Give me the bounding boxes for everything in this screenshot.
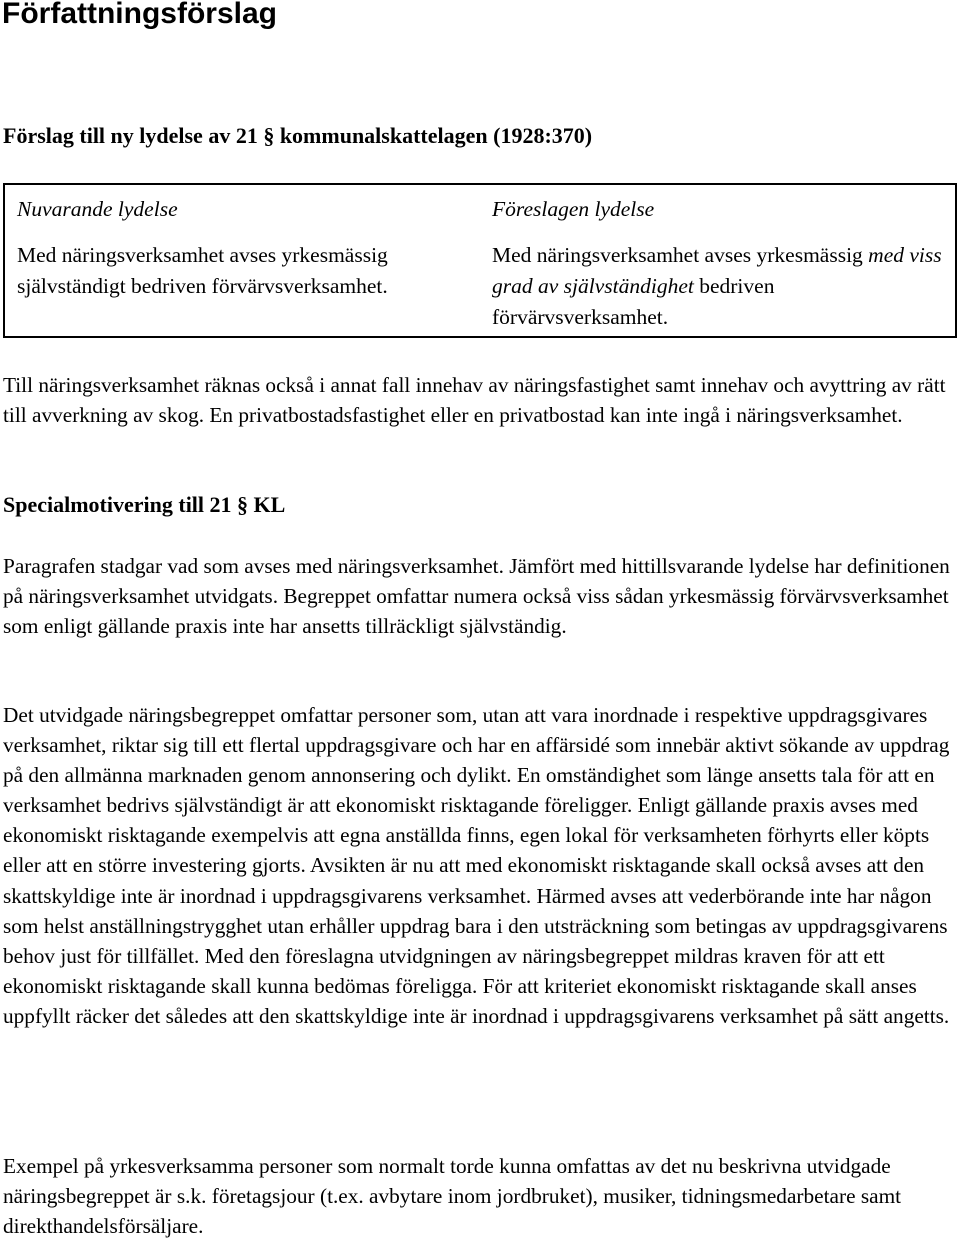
paragraph-3: Det utvidgade näringsbegreppet omfattar personer som, utan att vara inordnade i respektive uppdragsgivares verksamhet, riktar sig till ett flertal uppdragsgivare och har en affärsidé som innebär aktivt sökande av uppdrag på den allmänna marknaden genom annonsering och dylikt. En omständighet som länge ansetts tala för att en verksamhet bedrivs självständigt är att ekonomiskt risktagande föreligger. Enligt gällande praxis avses med ekonomiskt risktagande exempelvis att egna anställda finns, egen lokal för verksamheten förhyrts eller köpts eller att en större investering gjorts. Avsikten är nu att med ekonomiskt risktagande skall också avses att den skattskyldige inte är inordnad i uppdragsgivarens verksamhet. Härmed avses att vederbörande inte har någon som helst anställningstrygghet utan erhåller uppdrag bara i den utsträckning som betingas av uppdragsgivarens behov just för tillfället. Med den föreslagna utvidgningen av näringsbegreppet mildras kraven för att ett ekonomiskt risktagande skall kunna bedömas föreligga. För att kriteriet ekonomiskt risktagande skall anses uppfyllt räcker det således att den skattskyldige inte är inordnad i uppdragsgivarens verksamhet på sätt angetts. — [3, 703, 950, 1028]
proposed-wording-text — [492, 240, 945, 333]
current-wording-header: Nuvarande lydelse — [17, 197, 178, 221]
special-motivation-heading: Specialmotivering till 21 § KL — [3, 492, 286, 517]
current-wording-text: Med näringsverksamhet avses yrkesmässig självständigt bedriven förvärvsverksamhet. — [17, 243, 388, 298]
paragraph-1: Till näringsverksamhet räknas också i annat fall innehav av näringsfastighet samt innehav och avyttring av rätt till avverkning av skog. En privatbostadsfastighet eller en privatbostad kan inte ingå i näringsverksamhet. — [3, 373, 946, 428]
proposal-heading: Förslag till ny lydelse av 21 § kommunalskattelagen (1928:370) — [3, 123, 593, 148]
paragraph-2: Paragrafen stadgar vad som avses med näringsverksamhet. Jämfört med hittillsvarande lydelse har definitionen på näringsverksamhet utvidgats. Begreppet omfattar numera också viss sådan yrkesmässig förvärvsverksamhet som enligt gällande praxis inte har ansetts tillräckligt självständig. — [3, 554, 950, 639]
paragraph-4: Exempel på yrkesverksamma personer som normalt torde kunna omfattas av det nu beskrivna utvidgade näringsbegreppet är s.k. företagsjour (t.ex. avbytare inom jordbruket), musiker, tidningsmedarbetare samt direkthandelsförsäljare. — [3, 1154, 902, 1239]
proposed-wording-column — [480, 185, 955, 336]
current-wording-column — [5, 185, 480, 336]
proposed-text-start: Med näringsverksamhet avses yrkesmässig — [492, 243, 863, 267]
proposed-text-end: bedriven förvärvsverksamhet. — [492, 274, 775, 329]
proposed-text-italic: med viss grad av självständighet — [492, 243, 942, 298]
page-title: Författningsförslag — [2, 0, 277, 30]
proposed-wording-header: Föreslagen lydelse — [492, 197, 655, 221]
comparison-table — [3, 183, 957, 338]
